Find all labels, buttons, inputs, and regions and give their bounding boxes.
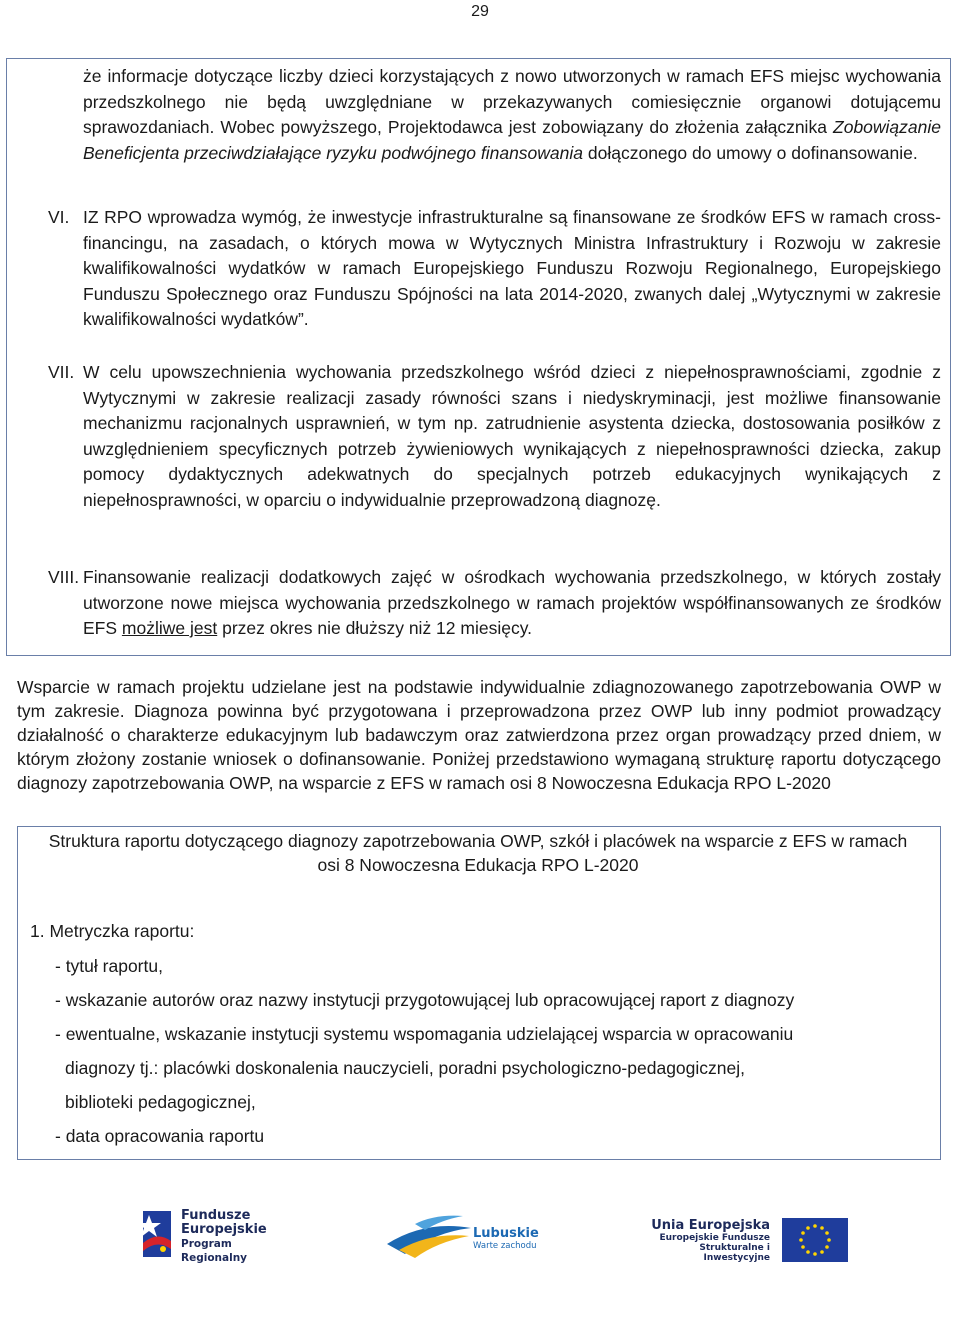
ue-line3: Strukturalne i Inwestycyjne (699, 1243, 770, 1263)
lubuskie-name: Lubuskie (473, 1226, 539, 1241)
item-vii (48, 360, 941, 513)
underlined-phrase: możliwe jest (121, 618, 218, 638)
eu-flag-icon (782, 1218, 848, 1262)
metryczka-item: - tytuł raportu, (55, 956, 163, 976)
structure-title-line1: Struktura raportu dotyczącego diagnozy zapotrzebowania OWP, szkół i placówek na wsparcie z EFS w ramach (48, 831, 908, 851)
item-text-a: Finansowanie realizacji dodatkowych zajęć w ośrodkach wychowania przedszkolnego, w których zostały utworzone nowe miejsca wychowania przedszkolnego w ramach projektów współfinansowanych ze środków EFS (83, 567, 941, 638)
metryczka-item-continued: biblioteki pedagogicznej, (65, 1092, 256, 1112)
item-number: VIII. (48, 567, 80, 587)
item-text-b: przez okres nie dłuższy niż 12 miesięcy. (217, 618, 533, 638)
lubuskie-tagline: Warte zachodu (473, 1241, 537, 1251)
item-number: VII. (48, 362, 75, 382)
continuation-italic: Zobowiązanie Beneficjenta przeciwdziałające ryzyku podwójnego finansowania (83, 117, 941, 163)
ue-line1: Unia Europejska (651, 1218, 770, 1233)
item-number: VI. (48, 207, 70, 227)
structure-title-line2: osi 8 Nowoczesna Edukacja RPO L-2020 (317, 855, 639, 875)
metryczka-item: - wskazanie autorów oraz nazwy instytucji przygotowującej lub opracowującej raport z diagnozy (55, 990, 795, 1010)
continuation-paragraph (83, 64, 941, 166)
fe-line3: Program Regionalny (181, 1238, 248, 1264)
lubuskie-logo (385, 1210, 545, 1265)
fe-line1: Fundusze (181, 1208, 251, 1223)
item-text: W celu upowszechnienia wychowania przedszkolnego wśród dzieci z niepełnosprawnościami, zgodnie z Wytycznymi w zakresie realizacji zasady równości szans i niedyskryminacji, jest możliwe finansowanie mechanizmu racjonalnych usprawnień, w tym np. zatrudnienie asystenta dziecka, dostosowania posiłków z uwzględnieniem specyficznych potrzeb żywieniowych wynikających z niepełnosprawności dziecka, zakup pomocy dydaktycznych adekwatnych do specjalnych potrzeb edukacyjnych wynikających z niepełnosprawności, w oparciu o indywidualnie przeprowadzoną diagnozę. (83, 362, 941, 510)
metryczka-title: 1. Metryczka raportu: (30, 921, 195, 941)
item-viii (48, 565, 941, 642)
item-vi (48, 205, 941, 333)
continuation-text-a: że informacje dotyczące liczby dzieci korzystających z nowo utworzonych w ramach EFS miejsc wychowania przedszkolnego nie będą uwzględniane w przekazywanych comiesięcznie organowi dotującemu sprawozdaniach. Wobec powyższego, Projektodawca jest zobowiązany do złożenia załącznika (83, 66, 941, 137)
metryczka-item: - ewentualne, wskazanie instytucji systemu wspomagania udzielającej wsparcia w opracowaniu (55, 1024, 794, 1044)
support-paragraph: Wsparcie w ramach projektu udzielane jest na podstawie indywidualnie zdiagnozowanego zapotrzebowania OWP w tym zakresie. Diagnoza powinna być przygotowana i przeprowadzona przez OWP lub inny podmiot prowadzący działalność o charakterze edukacyjnym lub badawczym oraz zatwierdzona przez organ prowadzący przed dniem, w którym złożony zostanie wniosek o dofinansowanie. Poniżej przedstawiono wymaganą strukturę raportu dotyczącego diagnozy zapotrzebowania OWP, na wsparcie z EFS w ramach osi 8 Nowoczesna Edukacja RPO L-2020 (17, 677, 941, 793)
page-number: 29 (471, 3, 489, 20)
item-text: IZ RPO wprowadza wymóg, że inwestycje infrastrukturalne są finansowane ze środków EFS w ramach cross-financingu, na zasadach, o których mowa w Wytycznych Ministra Infrastruktury i Rozwoju w zakresie kwalifikowalności wydatków w ramach Europejskiego Funduszu Rozwoju Regionalnego, Europejskiego Funduszu Społecznego oraz Funduszu Spójności na lata 2014-2020, zwanych dalej „Wytycznymi w zakresie kwalifikowalności wydatków”. (83, 207, 941, 329)
metryczka-item-continued: diagnozy tj.: placówki doskonalenia nauczycieli, poradni psychologiczno-pedagogicznej, (65, 1058, 745, 1078)
metryczka-item: - data opracowania raportu (55, 1126, 265, 1146)
fe-line2: Europejskie (181, 1222, 267, 1237)
structure-title (22, 829, 934, 877)
ue-line2: Europejskie Fundusze (659, 1233, 770, 1243)
item-text (83, 565, 941, 642)
unia-europejska-logo (640, 1218, 855, 1266)
fundusze-europejskie-logo (135, 1205, 295, 1265)
lubuskie-swoosh-icon (385, 1210, 475, 1260)
fe-star-icon (135, 1207, 177, 1261)
continuation-text-b: dołączonego do umowy o dofinansowanie. (583, 142, 918, 163)
